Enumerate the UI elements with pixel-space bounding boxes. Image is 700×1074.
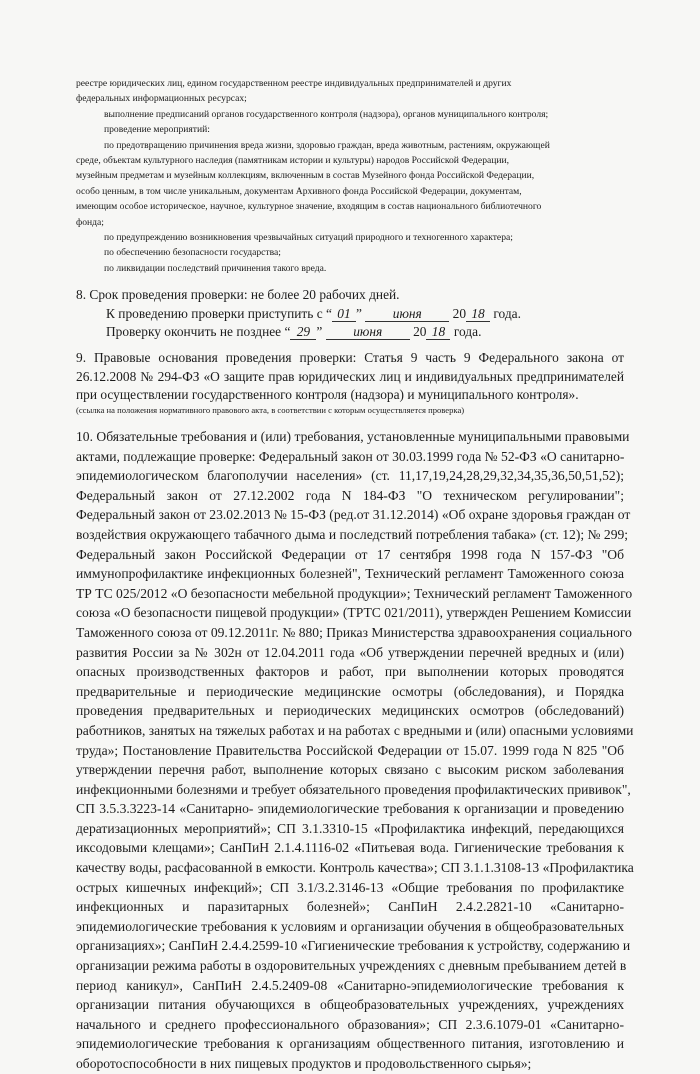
list-line: особо ценным, в том числе уникальным, документам Архивного фонда Российской Федерации, документам, <box>76 185 522 197</box>
section-10-line: Федеральный закон Российской Федерации от 17 сентября 1998 года N 157-ФЗ "Об <box>76 546 624 562</box>
start-date-line <box>0 305 700 324</box>
list-line: по предотвращению причинения вреда жизни, здоровью граждан, вреда животным, растениям, окружающей <box>104 139 550 151</box>
list-line: имеющим особое историческое, научное, культурное значение, входящим в состав национального библиотечного <box>76 201 542 213</box>
list-line: по обеспечению безопасности государства; <box>104 247 281 259</box>
start-date-prefix: К проведению проверки приступить с “ <box>106 305 332 321</box>
quote-mark: ” <box>316 324 323 340</box>
section-10-line: ТР ТС 025/2012 «О безопасности мебельной продукции»; Технический регламент Таможенного <box>76 585 633 601</box>
quote-mark: ” <box>355 305 362 321</box>
section-10-line: качеству воды, расфасованной в емкости. Контроль качества»; СП 3.1.1.3108-13 «Профилактика <box>76 860 634 876</box>
section-10-line: предварительные и периодические медицинские осмотры (обследования), и Порядка <box>76 683 624 699</box>
section-10-line: эпидемиологические требования к условиям и организации обучения в общеобразовательных <box>76 918 624 934</box>
list-line: проведение мероприятий: <box>104 124 210 136</box>
objectives-list <box>0 76 700 276</box>
list-line: реестре юридических лиц, едином государственном реестре индивидуальных предпринимателей и других <box>76 78 512 89</box>
end-date-line <box>0 323 700 342</box>
section-10-line: период каникул», СанПиН 2.4.5.2409-08 «Санитарно-эпидемиологические требования к <box>76 977 624 993</box>
section-10-line: утверждении перечня работ, выполнение которых связано с высоким риском заболевания <box>76 762 624 778</box>
list-line: музейным предметам и музейным коллекциям, включенным в состав Музейного фонда Российской Федерации, <box>76 170 535 182</box>
section-8 <box>0 286 700 342</box>
end-year-word: года. <box>453 324 482 340</box>
list-line: среде, объектам культурного наследия (памятникам истории и культуры) народов Российской Федерации, <box>76 155 510 167</box>
end-date-prefix: Проверку окончить не позднее “ <box>106 324 291 340</box>
section-10-line: организациях»; СанПиН 2.4.4.2599-10 «Гигиенические требования к устройству, содержанию и <box>76 938 631 954</box>
list-line: по предупреждению возникновения чрезвычайных ситуаций природного и техногенного характера; <box>104 232 513 244</box>
section-9-line: при осуществлении государственного контроля (надзора) и муниципального контроля». <box>76 387 579 403</box>
section-10-line: проведения предварительных и периодических медицинских осмотров (обследований) <box>76 703 624 719</box>
section-10-line: острых кишечных инфекций»; СП 3.1/3.2.3146-13 «Общие требования по профилактике <box>76 879 624 895</box>
start-day-field: 01 <box>332 307 356 322</box>
section-10-line: опасных производственных факторов и работ, при выполнении которых проводятся <box>76 664 624 680</box>
end-month-field: июня <box>326 325 410 340</box>
start-month-field: июня <box>365 307 449 322</box>
section-10 <box>0 427 700 1074</box>
section-10-line: воздействия окружающего табачного дыма и последствий потребления табака» (ст. 12); № 299; <box>76 526 629 542</box>
section-10-line: Федеральный закон от 27.12.2002 года N 184-ФЗ "О техническом регулировании"; <box>76 487 624 503</box>
section-10-line: иммунопрофилактике инфекционных болезней", Технический регламент Таможенного союза <box>76 566 624 582</box>
section-10-line: Таможенного союза от 09.12.2011г. № 880; Приказ Министерства здравоохранения социального <box>76 624 632 640</box>
start-year-word: года. <box>493 305 521 321</box>
section-10-line: работников, занятых на тяжелых работах и на работах с вредными и (или) опасными условиями <box>76 722 634 738</box>
section-10-line: 10. Обязательные требования и (или) требования, установленные муниципальными правовыми <box>76 429 630 444</box>
section-10-line: союза «О безопасности пищевой продукции» (ТРТС 021/2011), утвержден Решением Комиссии <box>76 605 632 621</box>
section-9 <box>0 349 700 415</box>
section-10-line: инфекционными болезнями и требует обязательного проведения профилактических прививок", <box>76 781 631 797</box>
section-9-line: 9. Правовые основания проведения проверки: Статья 9 часть 9 Федерального закона от <box>76 350 624 365</box>
section-10-line: Федеральный закон от 23.02.2013 № 15-ФЗ (ред.от 31.12.2014) «Об охране здоровья граждан от <box>76 507 631 523</box>
list-line: выполнение предписаний органов государственного контроля (надзора), органов муниципального контроля; <box>104 108 549 120</box>
start-year-field: 18 <box>466 307 490 322</box>
section-10-line: эпидемиологическом благополучии населения» (ст. 11,17,19,24,28,29,32,34,35,36,50,51,52); <box>76 468 624 484</box>
section-10-line: труда»; Постановление Правительства Российской Федерации от 15.07. 1999 года N 825 "Об <box>76 742 624 758</box>
list-line: по ликвидации последствий причинения такого вреда. <box>104 262 327 274</box>
section-8-heading: 8. Срок проведения проверки: не более 20 рабочих дней. <box>76 287 400 302</box>
section-10-line: начального и среднего профессионального образования»; СП 2.3.6.1079-01 «Санитарно- <box>76 1016 624 1032</box>
end-day-field: 29 <box>290 325 316 340</box>
section-10-line: организации питания обучающихся в общеобразовательных учреждениях, учреждениях <box>76 997 624 1013</box>
section-9-footnote: (ссылка на положения нормативного правового акта, в соответствии с которым осуществляется проверка) <box>76 404 465 415</box>
end-year-field: 18 <box>426 325 450 340</box>
section-10-line: организации режима работы в оздоровительных учреждениях с дневным пребыванием детей в <box>76 958 627 974</box>
list-line: федеральных информационных ресурсах; <box>76 93 247 105</box>
section-10-line: инфекционных и паразитарных болезней»; СанПиН 2.4.2.2821-10 «Санитарно- <box>76 899 624 915</box>
section-10-line: развития России за № 302н от 12.04.2011 года «Об утверждении перечней вредных и (или) <box>76 644 624 660</box>
section-10-line: эпидемиологические требования к организациям общественного питания, изготовлению и <box>76 1036 624 1052</box>
section-9-line: 26.12.2008 № 294-ФЗ «О защите прав юридических лиц и индивидуальных предпринимателей <box>76 368 624 384</box>
section-10-line: СП 3.5.3.3223-14 «Санитарно- эпидемиологические требования к организации и проведению <box>76 801 624 817</box>
list-line: фонда; <box>76 216 104 228</box>
section-10-line: оборотоспособности в них пищевых продуктов и продовольственного сырья»; <box>76 1056 532 1071</box>
section-10-line: актами, подлежащие проверке: Федеральный закон от 30.03.1999 года № 52-ФЗ «О санитарно- <box>76 448 625 464</box>
section-10-line: иксодовыми клещами»; СанПиН 2.1.4.1116-02 «Питьевая вода. Гигиенические требования к <box>76 840 624 856</box>
section-10-line: дератизационных мероприятий»; СП 3.1.3310-15 «Профилактика инфекций, передающихся <box>76 820 624 836</box>
start-year-prefix: 20 <box>452 305 467 321</box>
end-year-prefix: 20 <box>413 324 427 340</box>
